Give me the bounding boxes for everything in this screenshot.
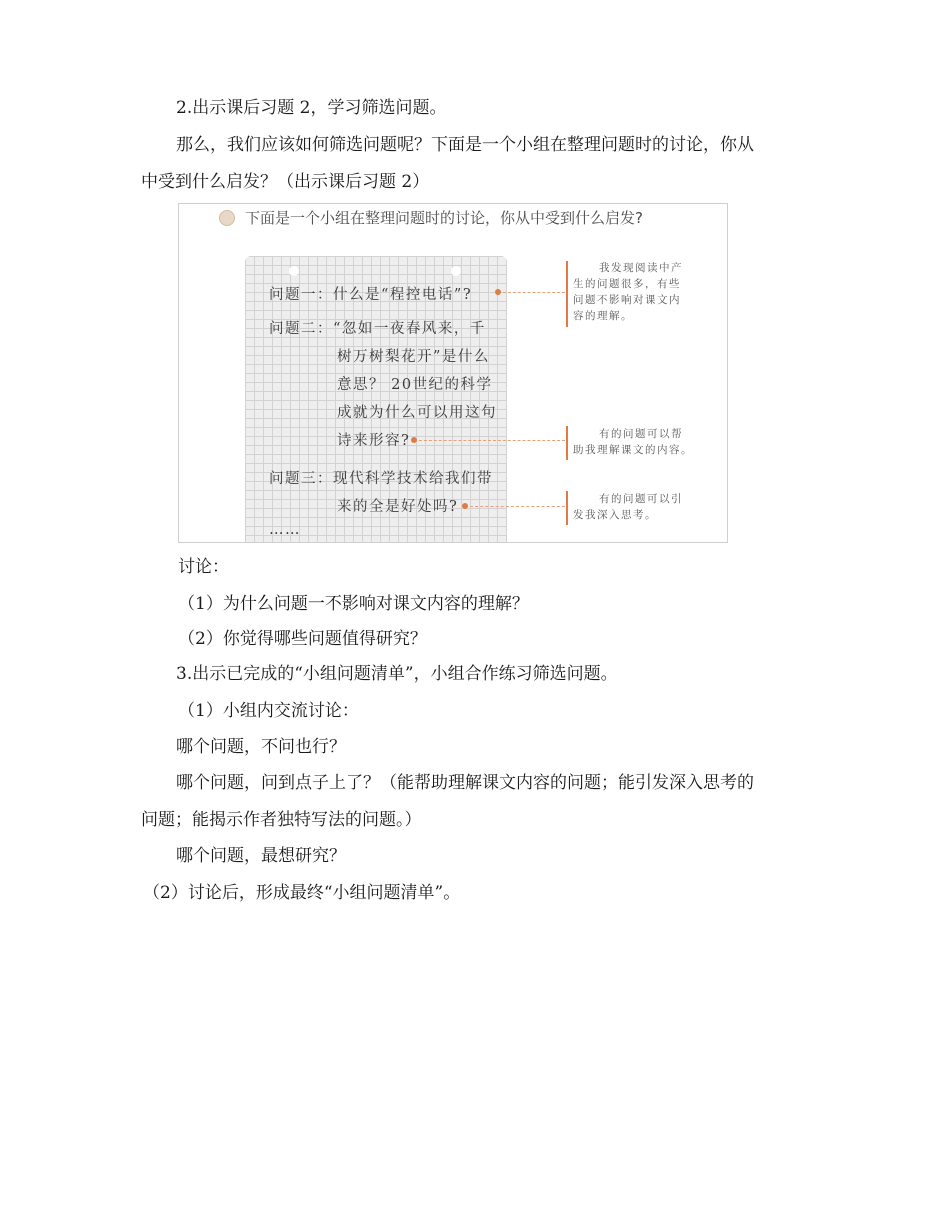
paragraph-step-3-item-1: （1）小组内交流讨论： [178,701,359,721]
paper-hole [289,266,299,276]
figure-header: 下面是一个小组在整理问题时的讨论，你从中受到什么启发? [245,209,643,227]
question-3-line-1: 问题三：现代科学技术给我们带 [269,471,493,487]
note-3-line-2: 发我深入思考。 [573,509,657,521]
note-2-line-1: 有的问题可以帮 [599,428,683,440]
note-2-line-2: 助我理解课文的内容。 [573,444,693,456]
paragraph-discussion-item-1: （1）为什么问题一不影响对课文内容的理解？ [178,594,529,614]
paragraph-prompt-2-line-2: 问题；能揭示作者独特写法的问题。） [141,810,422,830]
paragraph-question-line-1: 那么，我们应该如何筛选问题呢？下面是一个小组在整理问题时的讨论，你从 [176,135,754,155]
paragraph-discussion-label: 讨论： [178,557,229,577]
paragraph-prompt-2-line-1: 哪个问题，问到点子上了？（能帮助理解课文内容的问题；能引发深入思考的 [176,773,754,793]
note-1-line-4: 容的理解。 [573,310,633,322]
connector-line [503,292,565,293]
paper-hole [451,266,461,276]
note-1-line-1: 我发现阅读中产 [599,262,683,274]
note-bar [566,491,568,525]
paragraph-discussion-item-2: （2）你觉得哪些问题值得研究？ [178,629,427,649]
paragraph-step-3: 3.出示已完成的“小组问题清单”，小组合作练习筛选问题。 [176,664,618,684]
textbook-exercise-figure [178,203,728,543]
question-2-line-1: 问题二：“忽如一夜春风来，千 [269,321,486,337]
question-2-line-5: 诗来形容? [337,433,411,449]
question-3-line-2: 来的全是好处吗? [337,499,459,515]
question-2-line-4: 成就为什么可以用这句 [337,405,497,421]
note-3-line-1: 有的问题可以引 [599,493,683,505]
bubble-icon [219,210,235,226]
paragraph-question-line-2: 中受到什么启发？（出示课后习题 2） [141,172,430,192]
note-1-line-3: 问题不影响对课文内 [573,294,681,306]
connector-dot [495,289,501,295]
question-2-line-3: 意思？ 20世纪的科学 [337,377,493,393]
connector-dot [462,503,468,509]
question-ellipsis: …… [269,522,301,538]
note-1-line-2: 生的问题很多，有些 [573,278,681,290]
paragraph-prompt-1: 哪个问题，不问也行？ [176,737,346,757]
question-2-line-2: 树万树梨花开”是什么 [337,349,490,365]
note-bar [566,261,568,327]
paragraph-step-3-item-2: （2）讨论后，形成最终“小组问题清单”。 [143,883,461,903]
connector-line [419,440,565,441]
paragraph-step-2: 2.出示课后习题 2，学习筛选问题。 [176,98,447,118]
paragraph-prompt-3: 哪个问题，最想研究？ [176,846,346,866]
connector-dot [411,437,417,443]
note-bar [566,426,568,460]
connector-line [470,506,565,507]
question-1: 问题一：什么是“程控电话”? [269,287,473,303]
